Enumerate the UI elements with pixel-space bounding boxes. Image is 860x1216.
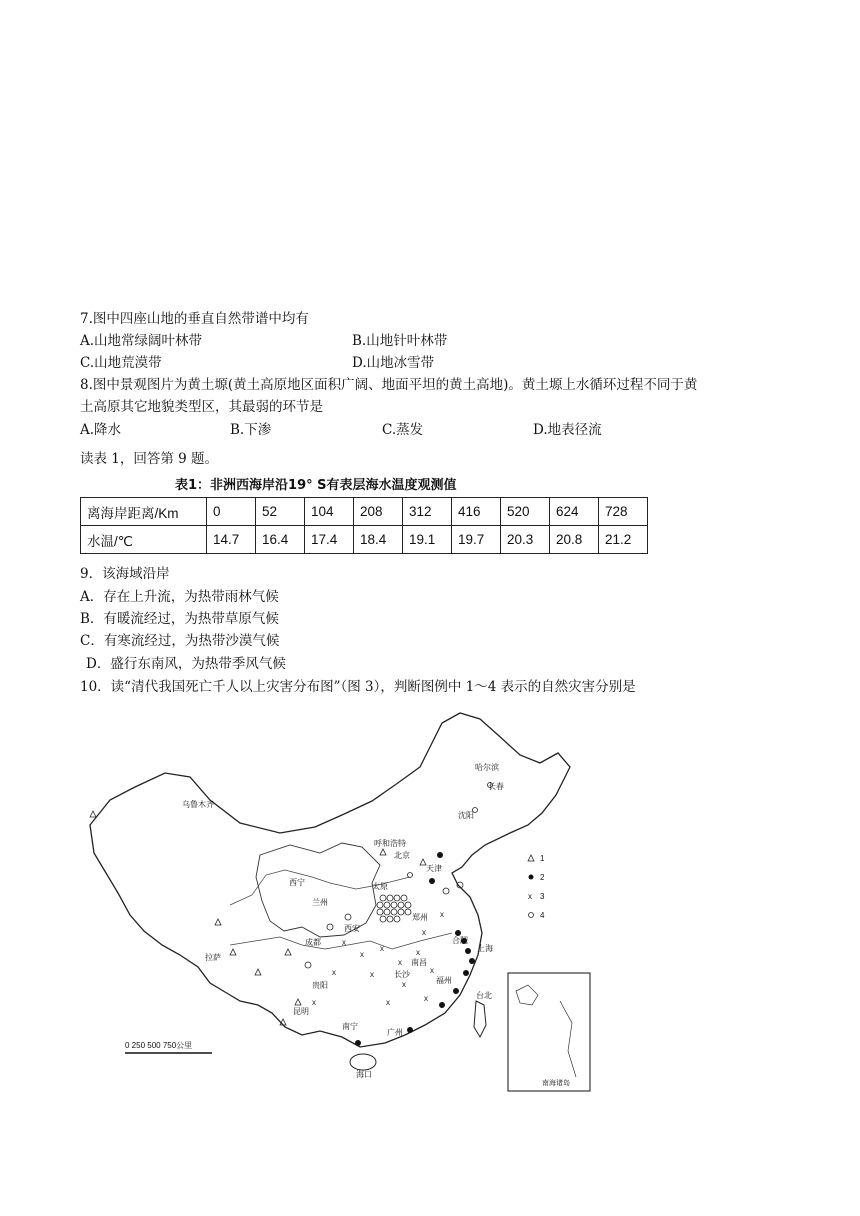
city-label: 天津 [426, 864, 442, 873]
q9-stem: 9．该海域沿岸 [80, 566, 170, 582]
temperature-cell: 18.4 [354, 526, 403, 554]
q8-stem-line1: 8.图中景观图片为黄土塬(黄土高原地区面积广阔、地面平坦的黄土高地)。黄土塬上水循环过程不同于黄 [80, 377, 698, 393]
q8-option-c: C.蒸发 [382, 422, 424, 438]
city-label: 西宁 [289, 878, 305, 887]
city-label: 呼和浩特 [374, 839, 406, 848]
scale-label: 0 250 500 750公里 [125, 1041, 193, 1050]
city-label: 哈尔滨 [475, 763, 499, 772]
temperature-cell: 21.2 [599, 526, 648, 554]
distance-row [81, 498, 648, 526]
svg-text:x: x [430, 966, 434, 975]
distance-cell: 104 [305, 498, 354, 526]
legend-label-2: 2 [540, 873, 545, 882]
city-label: 台北 [476, 991, 492, 1000]
marker-cluster [377, 895, 411, 922]
city-label: 兰州 [312, 898, 328, 907]
temperature-cell: 16.4 [256, 526, 305, 554]
svg-text:x: x [370, 970, 374, 979]
q7-option-b: B.山地针叶林带 [352, 333, 448, 349]
city-labels [182, 762, 504, 1079]
q7-option-d: D.山地冰雪带 [352, 355, 435, 371]
distance-cell: 624 [550, 498, 599, 526]
city-label: 长春 [488, 782, 504, 791]
temperature-label: 水温/℃ [81, 526, 207, 554]
q9-option-c: C．有寒流经过，为热带沙漠气候 [80, 633, 280, 649]
city-label: 贵阳 [312, 981, 328, 990]
svg-text:x: x [440, 910, 444, 919]
city-label: 西安 [344, 924, 360, 933]
hainan-island [350, 1054, 376, 1070]
legend-label-4: 4 [540, 911, 545, 920]
q9-option-b: B．有暖流经过，为热带草原气候 [80, 611, 279, 627]
distance-cell: 728 [599, 498, 648, 526]
scale-bar [125, 1041, 212, 1053]
svg-text:x: x [386, 998, 390, 1007]
distance-cell: 52 [256, 498, 305, 526]
distance-cell: 208 [354, 498, 403, 526]
q9-option-a: A．存在上升流，为热带雨林气候 [80, 589, 279, 605]
q7-option-a: A.山地常绿阔叶林带 [80, 333, 203, 349]
svg-text:x: x [312, 998, 316, 1007]
svg-text:x: x [332, 968, 336, 977]
city-label: 沈阳 [458, 811, 474, 820]
temperature-cell: 14.7 [207, 526, 256, 554]
table-intro: 读表 1，回答第 9 题。 [80, 451, 219, 467]
svg-text:x: x [342, 938, 346, 947]
taiwan-island [474, 1001, 486, 1037]
svg-text:x: x [424, 994, 428, 1003]
svg-text:x: x [398, 958, 402, 967]
city-label: 北京 [394, 851, 410, 860]
temperature-row [81, 526, 648, 554]
region-boundary [256, 843, 380, 937]
temperature-cell: 19.1 [403, 526, 452, 554]
south-china-sea-inset [508, 973, 590, 1091]
city-label: 广州 [387, 1028, 403, 1037]
q10-stem: 10．读“清代我国死亡千人以上灾害分布图”（图 3），判断图例中 1～4 表示的自然灾害分别是 [80, 679, 636, 695]
city-label: 南宁 [342, 1022, 358, 1031]
q8-option-d: D.地表径流 [533, 422, 602, 438]
temperature-cell: 17.4 [305, 526, 354, 554]
q8-option-a: A.降水 [80, 422, 122, 438]
q7-option-c: C.山地荒漠带 [80, 355, 162, 371]
temperature-cell: 19.7 [452, 526, 501, 554]
distance-cell: 416 [452, 498, 501, 526]
sea-temperature-table [80, 497, 648, 554]
city-label: 拉萨 [205, 953, 221, 962]
distance-label: 离海岸距离/Km [81, 498, 207, 526]
legend-label-1: 1 [540, 854, 545, 863]
distance-cell: 312 [403, 498, 452, 526]
q9-option-d: D．盛行东南风，为热带季风气候 [86, 656, 286, 672]
temperature-cell: 20.3 [501, 526, 550, 554]
temperature-cell: 20.8 [550, 526, 599, 554]
city-label: 长沙 [394, 970, 410, 979]
distance-cell: 0 [207, 498, 256, 526]
svg-text:x: x [380, 944, 384, 953]
city-label: 太原 [372, 882, 388, 891]
q8-option-b: B.下渗 [230, 422, 272, 438]
svg-text:x: x [422, 928, 426, 937]
city-label: 合肥 [452, 936, 468, 945]
city-label: 昆明 [293, 1007, 309, 1016]
q8-stem-line2: 土高原其它地貌类型区，其最弱的环节是 [80, 399, 323, 415]
distance-cell: 520 [501, 498, 550, 526]
table-title: 表1：非洲西海岸沿19° S有表层海水温度观测值 [175, 478, 457, 493]
svg-text:x: x [528, 892, 532, 901]
city-label: 成都 [305, 938, 321, 947]
svg-text:x: x [416, 948, 420, 957]
inset-label: 南海诸岛 [542, 1079, 570, 1087]
q7-stem: 7.图中四座山地的垂直自然带谱中均有 [80, 311, 309, 327]
city-label: 南昌 [411, 958, 427, 967]
city-label: 郑州 [412, 913, 428, 922]
city-label: 上海 [477, 944, 493, 953]
city-label: 乌鲁木齐 [182, 800, 214, 809]
svg-text:x: x [402, 980, 406, 989]
city-label: 福州 [436, 976, 452, 985]
city-label: 海口 [356, 1070, 372, 1079]
map-legend [528, 854, 545, 920]
disaster-distribution-map [80, 705, 600, 1097]
legend-label-3: 3 [540, 892, 545, 901]
svg-text:x: x [360, 950, 364, 959]
